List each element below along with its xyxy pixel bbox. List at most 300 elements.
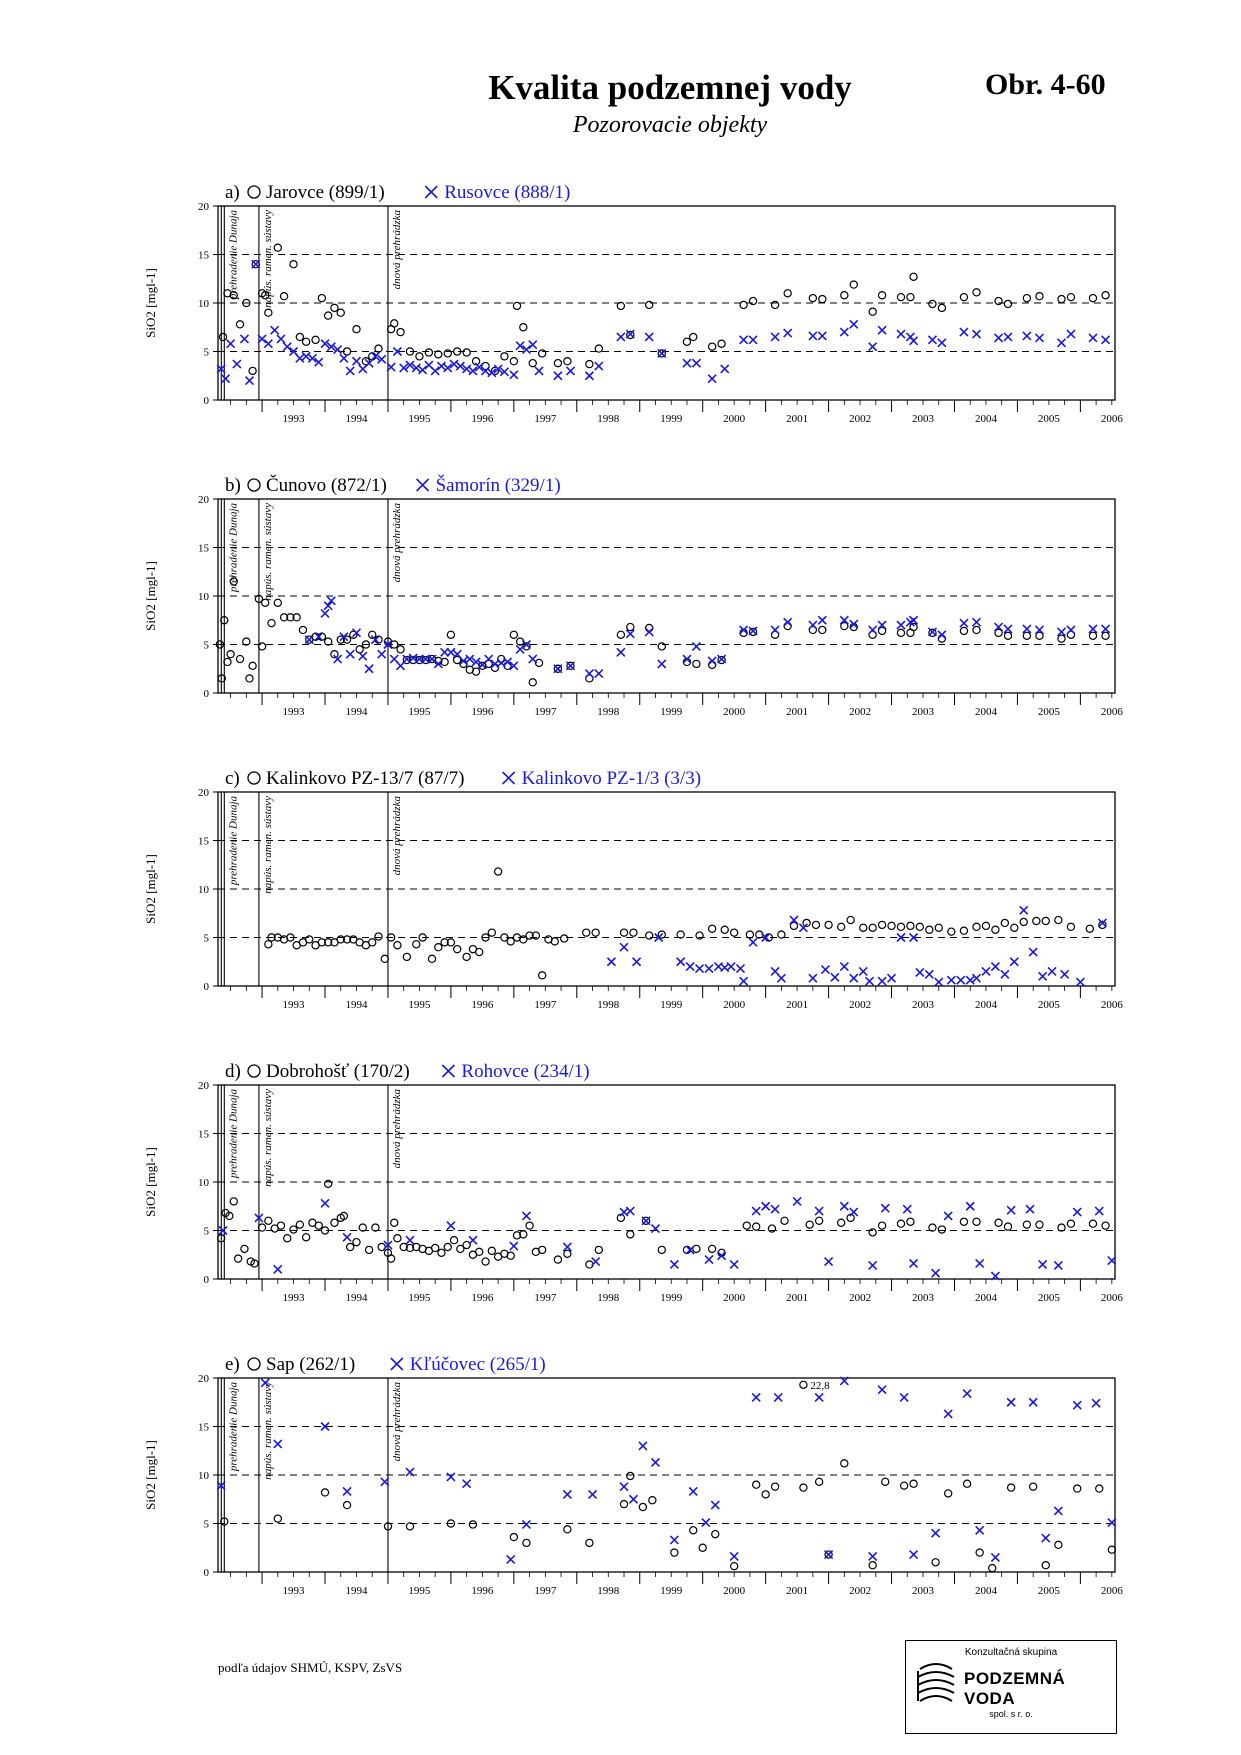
x-tick-label: 2004 (974, 413, 997, 425)
x-tick-label: 1997 (534, 999, 557, 1011)
legend-circle-marker (248, 1358, 260, 1370)
event-line-label: dnová prehrádzka (390, 210, 403, 290)
data-point-x (976, 1526, 984, 1534)
chart-legend (225, 1354, 546, 1375)
data-point-circle (649, 1497, 656, 1504)
data-point-x (365, 665, 373, 673)
chart-panel-1 (143, 474, 1123, 718)
panel-letter: c) (225, 768, 240, 789)
x-tick-label: 2000 (723, 413, 746, 425)
data-point-circle (989, 1565, 996, 1572)
data-point-circle (838, 923, 845, 930)
data-point-circle (539, 972, 546, 979)
y-tick-label: 5 (203, 1225, 209, 1238)
data-point-x (321, 609, 329, 617)
x-tick-label: 2006 (1100, 1292, 1123, 1304)
data-point-circle (699, 1544, 706, 1551)
data-point-circle (646, 932, 653, 939)
data-point-x (869, 343, 877, 351)
data-point-x (897, 330, 905, 338)
data-point-circle (1036, 1221, 1043, 1228)
data-point-circle (1036, 293, 1043, 300)
data-point-x (960, 619, 968, 627)
x-tick-label: 1997 (534, 1585, 557, 1597)
data-point-x (815, 1207, 823, 1215)
data-point-x (869, 626, 877, 634)
data-point-x (264, 340, 272, 348)
data-point-x (1092, 1399, 1100, 1407)
x-tick-label: 1998 (597, 1585, 620, 1597)
data-point-x (752, 1207, 760, 1215)
data-point-circle (303, 1234, 310, 1241)
data-point-x (910, 337, 918, 345)
data-point-circle (1055, 1541, 1062, 1548)
data-point-circle (878, 1222, 885, 1229)
data-point-x (840, 1202, 848, 1210)
data-point-x (522, 1212, 530, 1220)
data-point-x (1067, 626, 1075, 634)
data-point-circle (753, 1223, 760, 1230)
data-point-circle (488, 929, 495, 936)
data-point-x (762, 1202, 770, 1210)
data-point-circle (1004, 300, 1011, 307)
data-point-x (900, 1393, 908, 1401)
data-point-circle (476, 948, 483, 955)
event-line-label: napús. ramen. sústavy (261, 503, 274, 601)
data-point-x (809, 332, 817, 340)
data-point-circle (520, 324, 527, 331)
data-point-circle (337, 309, 344, 316)
data-point-circle (378, 1243, 385, 1250)
data-point-circle (1058, 296, 1065, 303)
data-point-x (973, 618, 981, 626)
data-point-circle (771, 301, 778, 308)
data-point-circle (551, 938, 558, 945)
data-point-x (995, 334, 1003, 342)
data-point-x (651, 1458, 659, 1466)
data-point-circle (1042, 917, 1049, 924)
legend-series-o: Jarovce (899/1) (266, 182, 385, 203)
data-point-x (938, 339, 946, 347)
data-point-x (651, 1225, 659, 1233)
x-tick-label: 1999 (660, 413, 683, 425)
data-point-circle (1004, 632, 1011, 639)
data-point-circle (230, 1198, 237, 1205)
data-point-x (516, 645, 524, 653)
legend-series-x: Kalinkovo PZ-1/3 (3/3) (521, 768, 702, 789)
panel-letter: d) (225, 1061, 241, 1082)
data-point-circle (948, 928, 955, 935)
data-point-x (1026, 1205, 1034, 1213)
data-point-x (1029, 1398, 1037, 1406)
logo-mark-icon (914, 1661, 958, 1709)
data-point-circle (1058, 635, 1065, 642)
y-tick-label: 20 (198, 1080, 209, 1092)
data-point-x (1073, 1208, 1081, 1216)
data-point-x (973, 974, 981, 982)
x-tick-label: 1999 (660, 1585, 683, 1597)
data-point-circle (847, 916, 854, 923)
data-point-x (793, 1197, 801, 1205)
data-point-circle (690, 1527, 697, 1534)
data-point-x (1054, 1261, 1062, 1269)
data-point-circle (784, 622, 791, 629)
data-point-circle (1001, 919, 1008, 926)
data-point-circle (375, 933, 382, 940)
y-tick-label: 15 (198, 249, 209, 262)
data-point-x (825, 1258, 833, 1266)
data-point-circle (388, 1255, 395, 1262)
data-point-x (283, 343, 291, 351)
data-point-circle (683, 338, 690, 345)
data-point-circle (249, 662, 256, 669)
y-tick-label: 10 (198, 298, 209, 310)
data-point-x (784, 618, 792, 626)
data-point-x (903, 1205, 911, 1213)
data-point-x (910, 1551, 918, 1559)
y-tick-label: 5 (203, 932, 209, 945)
x-tick-label: 1994 (345, 999, 368, 1011)
data-point-circle (469, 1521, 476, 1528)
data-point-circle (463, 953, 470, 960)
data-point-circle (296, 333, 303, 340)
legend-circle-marker (248, 1065, 260, 1077)
data-point-x (947, 976, 955, 984)
x-tick-label: 1997 (534, 706, 557, 718)
event-line-label: prehradenie Dunaja (227, 210, 240, 300)
data-point-circle (627, 623, 634, 630)
data-point-x (749, 336, 757, 344)
data-point-circle (268, 620, 275, 627)
y-tick-label: 20 (198, 494, 209, 506)
panel-letter: b) (225, 475, 241, 496)
data-point-circle (646, 301, 653, 308)
legend-series-x: Rusovce (888/1) (444, 182, 571, 203)
data-point-circle (394, 1235, 401, 1242)
data-point-circle (476, 1248, 483, 1255)
data-point-circle (916, 923, 923, 930)
data-point-circle (595, 345, 602, 352)
legend-circle-marker (248, 479, 260, 491)
data-point-circle (510, 631, 517, 638)
data-point-circle (265, 309, 272, 316)
logo-bottom-text: spol. s r. o. (989, 1709, 1033, 1719)
data-point-circle (236, 321, 243, 328)
y-tick-label: 10 (198, 1470, 209, 1482)
chart-legend (225, 474, 561, 496)
x-tick-label: 2002 (849, 1292, 872, 1304)
data-point-x (1076, 978, 1084, 986)
data-point-circle (945, 1490, 952, 1497)
y-tick-label: 0 (203, 395, 209, 407)
y-tick-label: 20 (198, 787, 209, 799)
data-point-x (771, 626, 779, 634)
event-line-label: dnová prehrádzka (390, 796, 403, 876)
y-axis-label: SiO2 [mgl-1] (143, 268, 158, 338)
x-tick-label: 2003 (912, 1585, 935, 1597)
data-point-x (1067, 330, 1075, 338)
data-point-circle (236, 655, 243, 662)
data-point-circle (325, 1180, 332, 1187)
data-point-circle (416, 353, 423, 360)
data-point-circle (639, 1503, 646, 1510)
data-point-circle (897, 629, 904, 636)
data-point-x (626, 1207, 634, 1215)
data-point-circle (1086, 925, 1093, 932)
data-point-circle (432, 1244, 439, 1251)
data-point-x (233, 360, 241, 368)
data-point-circle (1030, 1483, 1037, 1490)
data-point-x (963, 1390, 971, 1398)
x-tick-label: 1994 (345, 1585, 368, 1597)
x-tick-label: 2001 (786, 706, 809, 718)
x-tick-label: 2001 (786, 413, 809, 425)
data-point-circle (290, 1226, 297, 1233)
data-point-x (485, 655, 493, 663)
data-point-x (935, 978, 943, 986)
legend-x-marker (442, 1065, 454, 1077)
x-tick-label: 1997 (534, 413, 557, 425)
x-tick-label: 1996 (471, 1292, 494, 1304)
y-tick-label: 0 (203, 1274, 209, 1286)
data-point-circle (938, 635, 945, 642)
data-point-x (881, 1204, 889, 1212)
data-point-circle (960, 1218, 967, 1225)
data-point-x (897, 621, 905, 629)
data-point-circle (241, 1245, 248, 1252)
y-tick-label: 15 (198, 542, 209, 555)
annotation-marker (800, 1381, 807, 1388)
data-point-circle (444, 1243, 451, 1250)
data-point-circle (321, 1489, 328, 1496)
data-point-x (944, 1410, 952, 1418)
data-point-x (510, 1242, 518, 1250)
data-point-circle (1055, 916, 1062, 923)
x-tick-label: 1995 (408, 706, 431, 718)
data-point-circle (693, 660, 700, 667)
data-point-circle (1004, 1223, 1011, 1230)
data-point-circle (397, 329, 404, 336)
data-point-x (620, 943, 628, 951)
data-point-x (966, 1202, 974, 1210)
data-point-x (567, 662, 575, 670)
x-tick-label: 2003 (912, 999, 935, 1011)
annotation-label: 22,8 (810, 1379, 830, 1392)
data-point-circle (303, 338, 310, 345)
legend-circle-marker (248, 186, 260, 198)
data-point-circle (935, 924, 942, 931)
data-point-x (1020, 906, 1028, 914)
data-point-circle (973, 923, 980, 930)
data-point-circle (450, 1237, 457, 1244)
data-point-circle (274, 599, 281, 606)
data-point-circle (1102, 292, 1109, 299)
data-point-circle (838, 1219, 845, 1226)
data-point-x (840, 963, 848, 971)
logo-main-text: PODZEMNÁ VODA (964, 1669, 1066, 1708)
chart-legend (225, 768, 701, 789)
x-tick-label: 1999 (660, 1292, 683, 1304)
data-point-circle (413, 941, 420, 948)
event-line-label: prehradenie Dunaja (227, 1382, 240, 1472)
data-point-x (447, 648, 455, 656)
data-point-x (957, 976, 965, 984)
data-point-circle (501, 353, 508, 360)
data-point-circle (227, 651, 234, 658)
data-point-circle (753, 1481, 760, 1488)
chart-panel-3 (143, 1061, 1123, 1304)
data-point-circle (907, 294, 914, 301)
x-tick-label: 1998 (597, 999, 620, 1011)
x-tick-label: 1995 (408, 413, 431, 425)
data-point-x (607, 958, 615, 966)
legend-series-o: Čunovo (872/1) (266, 475, 387, 496)
y-axis-label: SiO2 [mgl-1] (143, 1147, 158, 1217)
data-point-x (567, 367, 575, 375)
data-point-circle (274, 244, 281, 251)
data-point-x (1089, 334, 1097, 342)
data-point-x (589, 1490, 597, 1498)
data-point-circle (472, 668, 479, 675)
x-tick-label: 2006 (1100, 413, 1123, 425)
legend-series-x: Rohovce (234/1) (461, 1061, 590, 1082)
data-point-x (639, 1442, 647, 1450)
data-point-x (708, 657, 716, 665)
data-point-circle (995, 1219, 1002, 1226)
x-tick-label: 1993 (282, 413, 305, 425)
legend-series-o: Kalinkovo PZ-13/7 (87/7) (266, 768, 465, 789)
data-point-circle (406, 1523, 413, 1530)
data-point-circle (463, 349, 470, 356)
data-point-circle (749, 297, 756, 304)
data-point-circle (219, 333, 226, 340)
data-point-circle (315, 1222, 322, 1229)
data-point-x (705, 1256, 713, 1264)
data-point-x (620, 1483, 628, 1491)
data-point-circle (510, 358, 517, 365)
data-point-circle (435, 944, 442, 951)
y-axis-label: SiO2 [mgl-1] (143, 1440, 158, 1510)
data-point-x (944, 1212, 952, 1220)
data-point-circle (709, 925, 716, 932)
data-point-circle (1008, 1484, 1015, 1491)
panel-letter: e) (225, 1354, 240, 1375)
event-line-label: dnová prehrádzka (390, 503, 403, 583)
x-tick-label: 2006 (1100, 999, 1123, 1011)
data-point-circle (1023, 1221, 1030, 1228)
data-point-circle (249, 367, 256, 374)
data-point-x (302, 352, 310, 360)
y-tick-label: 10 (198, 884, 209, 896)
data-point-x (670, 1536, 678, 1544)
data-point-circle (1074, 1485, 1081, 1492)
data-point-x (973, 330, 981, 338)
data-point-x (321, 1199, 329, 1207)
data-point-x (708, 375, 716, 383)
data-point-x (617, 333, 625, 341)
data-point-circle (353, 1239, 360, 1246)
data-point-x (878, 1386, 886, 1394)
data-point-circle (938, 304, 945, 311)
data-point-x (274, 1265, 282, 1273)
data-point-circle (1089, 1220, 1096, 1227)
data-point-x (1042, 1534, 1050, 1542)
x-tick-label: 2004 (974, 706, 997, 718)
data-point-circle (1023, 295, 1030, 302)
data-point-x (315, 633, 323, 641)
data-point-x (510, 371, 518, 379)
data-point-x (227, 340, 235, 348)
data-point-x (1039, 972, 1047, 980)
data-point-circle (343, 1501, 350, 1508)
data-point-circle (1020, 918, 1027, 925)
data-point-circle (897, 923, 904, 930)
event-line-label: dnová prehrádzka (390, 1089, 403, 1169)
data-point-x (1048, 967, 1056, 975)
data-point-x (658, 660, 666, 668)
data-point-circle (897, 294, 904, 301)
data-point-circle (658, 643, 665, 650)
x-tick-label: 1997 (534, 1292, 557, 1304)
data-point-circle (564, 1526, 571, 1533)
data-point-circle (712, 1531, 719, 1538)
data-point-x (554, 665, 562, 673)
data-point-circle (331, 1219, 338, 1226)
data-point-x (840, 328, 848, 336)
legend-x-marker (417, 479, 429, 491)
data-point-circle (1023, 632, 1030, 639)
data-point-x (815, 1393, 823, 1401)
data-point-x (966, 976, 974, 984)
x-tick-label: 1996 (471, 413, 494, 425)
data-point-circle (290, 261, 297, 268)
x-tick-label: 2001 (786, 999, 809, 1011)
data-point-circle (299, 626, 306, 633)
data-point-circle (878, 921, 885, 928)
x-tick-label: 1993 (282, 1585, 305, 1597)
data-point-x (721, 365, 729, 373)
data-point-circle (882, 1478, 889, 1485)
data-point-circle (1067, 1220, 1074, 1227)
data-point-x (1029, 948, 1037, 956)
data-point-x (878, 977, 886, 985)
data-point-x (850, 974, 858, 982)
y-tick-label: 5 (203, 639, 209, 652)
data-point-x (888, 974, 896, 982)
chart-panel-2 (143, 768, 1123, 1011)
x-tick-label: 2004 (974, 1585, 997, 1597)
data-point-x (245, 377, 253, 385)
data-point-circle (992, 926, 999, 933)
data-point-circle (296, 1221, 303, 1228)
data-point-circle (347, 1243, 354, 1250)
data-point-x (932, 1269, 940, 1277)
x-tick-label: 1998 (597, 413, 620, 425)
data-point-x (1054, 1507, 1062, 1515)
data-point-circle (658, 1246, 665, 1253)
data-point-circle (595, 1246, 602, 1253)
data-point-x (346, 367, 354, 375)
data-point-circle (592, 929, 599, 936)
data-point-circle (907, 922, 914, 929)
data-point-circle (391, 320, 398, 327)
data-point-x (866, 977, 874, 985)
data-point-circle (428, 955, 435, 962)
data-point-x (406, 1236, 414, 1244)
data-point-x (869, 1261, 877, 1269)
data-point-circle (564, 1250, 571, 1257)
data-point-circle (482, 1258, 489, 1265)
